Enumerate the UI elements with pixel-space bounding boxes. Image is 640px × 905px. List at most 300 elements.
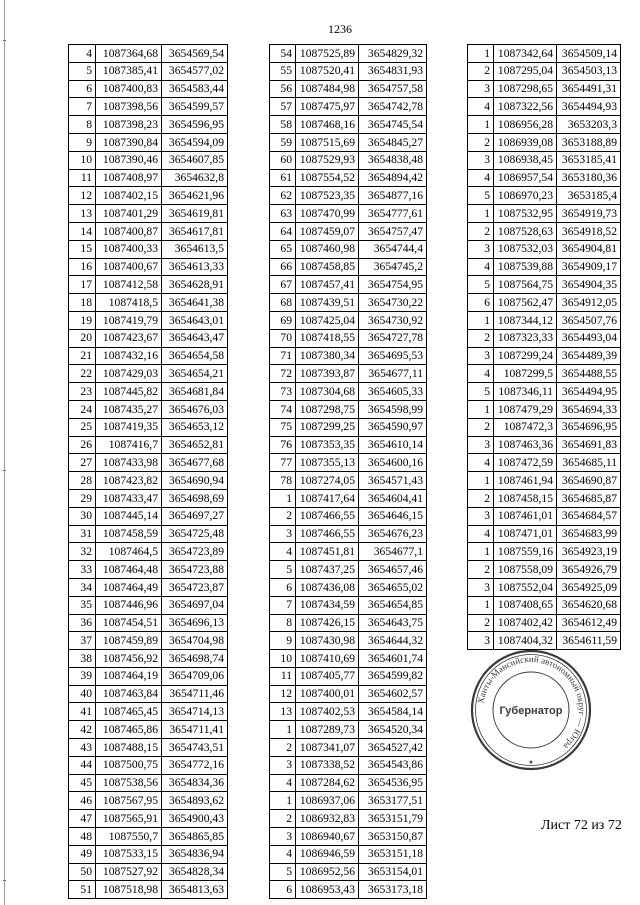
y-coordinate-cell: 3654684,57 <box>557 507 621 525</box>
table-row <box>270 187 427 205</box>
y-coordinate-cell: 3654900,43 <box>162 810 228 828</box>
point-number-cell: 2 <box>468 418 494 436</box>
y-coordinate-cell: 3654696,95 <box>557 418 621 436</box>
table-row <box>270 632 427 650</box>
point-number-cell: 33 <box>69 561 96 579</box>
table-row <box>270 205 427 223</box>
x-coordinate-cell: 1087435,27 <box>96 400 162 418</box>
point-number-cell: 3 <box>468 436 494 454</box>
y-coordinate-cell: 3654698,69 <box>162 489 228 507</box>
x-coordinate-cell: 1087404,32 <box>494 632 557 650</box>
y-coordinate-cell: 3654704,98 <box>162 632 228 650</box>
table-row <box>468 133 621 151</box>
y-coordinate-cell: 3654681,84 <box>162 383 228 401</box>
y-coordinate-cell: 3654723,89 <box>162 543 228 561</box>
x-coordinate-cell: 1086953,43 <box>296 881 359 899</box>
point-number-cell: 39 <box>69 667 96 685</box>
table-row <box>69 863 228 881</box>
table-row <box>270 133 427 151</box>
x-coordinate-cell: 1087479,29 <box>494 400 557 418</box>
y-coordinate-cell: 3654646,15 <box>359 507 427 525</box>
y-coordinate-cell: 3654655,02 <box>359 578 427 596</box>
y-coordinate-cell: 3654745,2 <box>359 258 427 276</box>
y-coordinate-cell: 3654727,78 <box>359 329 427 347</box>
table-row <box>468 116 621 134</box>
point-number-cell: 2 <box>270 810 296 828</box>
x-coordinate-cell: 1087299,25 <box>296 418 359 436</box>
y-coordinate-cell: 3654601,74 <box>359 650 427 668</box>
x-coordinate-cell: 1087459,07 <box>296 222 359 240</box>
point-number-cell: 22 <box>69 365 96 383</box>
x-coordinate-cell: 1087458,85 <box>296 258 359 276</box>
table-row <box>468 205 621 223</box>
x-coordinate-cell: 1087564,75 <box>494 276 557 294</box>
point-number-cell: 1 <box>468 205 494 223</box>
table-row <box>468 98 621 116</box>
y-coordinate-cell: 3653185,41 <box>557 151 621 169</box>
point-number-cell: 60 <box>270 151 296 169</box>
table-row <box>69 418 228 436</box>
y-coordinate-cell: 3654829,32 <box>359 45 427 63</box>
table-row <box>270 258 427 276</box>
y-coordinate-cell: 3654694,33 <box>557 400 621 418</box>
x-coordinate-cell: 1087525,89 <box>296 45 359 63</box>
y-coordinate-cell: 3654714,13 <box>162 703 228 721</box>
y-coordinate-cell: 3654657,46 <box>359 561 427 579</box>
point-number-cell: 3 <box>468 507 494 525</box>
x-coordinate-cell: 1087463,36 <box>494 436 557 454</box>
point-number-cell: 35 <box>69 596 96 614</box>
x-coordinate-cell: 1087418,55 <box>296 329 359 347</box>
sheet-label: Лист 72 из 72 <box>541 818 622 833</box>
y-coordinate-cell: 3654711,46 <box>162 685 228 703</box>
y-coordinate-cell: 3654744,4 <box>359 240 427 258</box>
table-row <box>69 525 228 543</box>
x-coordinate-cell: 1087298,75 <box>296 400 359 418</box>
x-coordinate-cell: 1087500,75 <box>96 756 162 774</box>
y-coordinate-cell: 3654617,81 <box>162 222 228 240</box>
table-row <box>270 507 427 525</box>
table-row <box>468 418 621 436</box>
x-coordinate-cell: 1087416,7 <box>96 436 162 454</box>
table-row <box>270 222 427 240</box>
point-number-cell: 20 <box>69 329 96 347</box>
x-coordinate-cell: 1087434,59 <box>296 596 359 614</box>
point-number-cell: 8 <box>69 116 96 134</box>
point-number-cell: 34 <box>69 578 96 596</box>
y-coordinate-cell: 3654491,31 <box>557 80 621 98</box>
x-coordinate-cell: 1087425,04 <box>296 311 359 329</box>
point-number-cell: 1 <box>468 472 494 490</box>
point-number-cell: 74 <box>270 400 296 418</box>
table-row <box>69 205 228 223</box>
x-coordinate-cell: 1087393,87 <box>296 365 359 383</box>
x-coordinate-cell: 1087457,41 <box>296 276 359 294</box>
x-coordinate-cell: 1086932,83 <box>296 810 359 828</box>
x-coordinate-cell: 1087458,59 <box>96 525 162 543</box>
table-row <box>468 507 621 525</box>
y-coordinate-cell: 3654654,21 <box>162 365 228 383</box>
point-number-cell: 2 <box>468 329 494 347</box>
point-number-cell: 61 <box>270 169 296 187</box>
point-number-cell: 2 <box>468 614 494 632</box>
table-row <box>270 311 427 329</box>
y-coordinate-cell: 3654643,75 <box>359 614 427 632</box>
y-coordinate-cell: 3654685,87 <box>557 489 621 507</box>
table-row <box>69 365 228 383</box>
x-coordinate-cell: 1087323,33 <box>494 329 557 347</box>
table-row <box>468 489 621 507</box>
table-row <box>69 45 228 63</box>
point-number-cell: 36 <box>69 614 96 632</box>
table-row <box>270 881 427 899</box>
table-row <box>270 543 427 561</box>
point-number-cell: 7 <box>270 596 296 614</box>
table-row <box>468 561 621 579</box>
x-coordinate-cell: 1086956,28 <box>494 116 557 134</box>
x-coordinate-cell: 1087400,01 <box>296 685 359 703</box>
table-row <box>69 240 228 258</box>
y-coordinate-cell: 3654598,99 <box>359 400 427 418</box>
point-number-cell: 28 <box>69 472 96 490</box>
x-coordinate-cell: 1087518,98 <box>96 881 162 899</box>
x-coordinate-cell: 1087475,97 <box>296 98 359 116</box>
x-coordinate-cell: 1087417,64 <box>296 489 359 507</box>
point-number-cell: 4 <box>468 258 494 276</box>
page-number: 1236 <box>328 22 352 36</box>
table-row <box>468 276 621 294</box>
x-coordinate-cell: 1087454,51 <box>96 614 162 632</box>
table-row <box>69 774 228 792</box>
table-row <box>270 614 427 632</box>
table-row <box>468 169 621 187</box>
x-coordinate-cell: 1087338,52 <box>296 756 359 774</box>
point-number-cell: 13 <box>270 703 296 721</box>
x-coordinate-cell: 1087538,56 <box>96 774 162 792</box>
point-number-cell: 3 <box>468 578 494 596</box>
y-coordinate-cell: 3654865,85 <box>162 828 228 846</box>
x-coordinate-cell: 1087410,69 <box>296 650 359 668</box>
x-coordinate-cell: 1087419,35 <box>96 418 162 436</box>
point-number-cell: 5 <box>270 561 296 579</box>
x-coordinate-cell: 1087341,07 <box>296 739 359 757</box>
coordinates-table-3 <box>467 44 621 650</box>
x-coordinate-cell: 1087400,83 <box>96 80 162 98</box>
y-coordinate-cell: 3653185,4 <box>557 187 621 205</box>
point-number-cell: 4 <box>468 169 494 187</box>
x-coordinate-cell: 1087426,15 <box>296 614 359 632</box>
y-coordinate-cell: 3653203,3 <box>557 116 621 134</box>
point-number-cell: 8 <box>270 614 296 632</box>
point-number-cell: 65 <box>270 240 296 258</box>
y-coordinate-cell: 3654488,55 <box>557 365 621 383</box>
x-coordinate-cell: 1087398,56 <box>96 98 162 116</box>
table-row <box>69 62 228 80</box>
y-coordinate-cell: 3654838,48 <box>359 151 427 169</box>
x-coordinate-cell: 1087304,68 <box>296 383 359 401</box>
x-coordinate-cell: 1087408,97 <box>96 169 162 187</box>
x-coordinate-cell: 1086940,67 <box>296 828 359 846</box>
x-coordinate-cell: 1087446,96 <box>96 596 162 614</box>
y-coordinate-cell: 3654577,02 <box>162 62 228 80</box>
point-number-cell: 17 <box>69 276 96 294</box>
table-row <box>270 436 427 454</box>
table-row <box>270 116 427 134</box>
table-row <box>69 792 228 810</box>
point-number-cell: 6 <box>270 578 296 596</box>
point-number-cell: 50 <box>69 863 96 881</box>
x-coordinate-cell: 1087567,95 <box>96 792 162 810</box>
binding-margin-line <box>4 0 5 905</box>
point-number-cell: 26 <box>69 436 96 454</box>
x-coordinate-cell: 1087344,12 <box>494 311 557 329</box>
table-row <box>270 45 427 63</box>
x-coordinate-cell: 1087461,01 <box>494 507 557 525</box>
y-coordinate-cell: 3654831,93 <box>359 62 427 80</box>
x-coordinate-cell: 1087471,01 <box>494 525 557 543</box>
table-row <box>69 596 228 614</box>
point-number-cell: 37 <box>69 632 96 650</box>
y-coordinate-cell: 3654725,48 <box>162 525 228 543</box>
point-number-cell: 3 <box>270 756 296 774</box>
point-number-cell: 55 <box>270 62 296 80</box>
table-row <box>270 721 427 739</box>
table-row <box>468 578 621 596</box>
y-coordinate-cell: 3654569,54 <box>162 45 228 63</box>
table-row <box>270 276 427 294</box>
table-row <box>468 365 621 383</box>
table-row <box>270 240 427 258</box>
table-row <box>270 489 427 507</box>
x-coordinate-cell: 1087464,48 <box>96 561 162 579</box>
y-coordinate-cell: 3654772,16 <box>162 756 228 774</box>
x-coordinate-cell: 1086939,08 <box>494 133 557 151</box>
point-number-cell: 69 <box>270 311 296 329</box>
y-coordinate-cell: 3654611,59 <box>557 632 621 650</box>
stamp-star: ★ <box>528 760 534 766</box>
x-coordinate-cell: 1087515,69 <box>296 133 359 151</box>
point-number-cell: 18 <box>69 294 96 312</box>
point-number-cell: 1 <box>468 311 494 329</box>
x-coordinate-cell: 1087433,98 <box>96 454 162 472</box>
table-row <box>69 169 228 187</box>
point-number-cell: 1 <box>468 116 494 134</box>
point-number-cell: 3 <box>468 80 494 98</box>
table-row <box>468 383 621 401</box>
table-row <box>270 329 427 347</box>
y-coordinate-cell: 3653154,01 <box>359 863 427 881</box>
y-coordinate-cell: 3654828,34 <box>162 863 228 881</box>
point-number-cell: 51 <box>69 881 96 899</box>
table-row <box>468 294 621 312</box>
x-coordinate-cell: 1087284,62 <box>296 774 359 792</box>
y-coordinate-cell: 3654619,81 <box>162 205 228 223</box>
point-number-cell: 48 <box>69 828 96 846</box>
y-coordinate-cell: 3654536,95 <box>359 774 427 792</box>
point-number-cell: 67 <box>270 276 296 294</box>
table-row <box>468 436 621 454</box>
table-row <box>468 614 621 632</box>
table-row <box>270 294 427 312</box>
table-row <box>270 472 427 490</box>
x-coordinate-cell: 1087408,65 <box>494 596 557 614</box>
point-number-cell: 54 <box>270 45 296 63</box>
stamp-center-text: Губернатор <box>499 705 563 717</box>
point-number-cell: 10 <box>69 151 96 169</box>
point-number-cell: 2 <box>468 489 494 507</box>
x-coordinate-cell: 1087562,47 <box>494 294 557 312</box>
table-row <box>69 650 228 668</box>
table-row <box>270 596 427 614</box>
point-number-cell: 12 <box>270 685 296 703</box>
point-number-cell: 15 <box>69 240 96 258</box>
table-row <box>69 436 228 454</box>
x-coordinate-cell: 1086957,54 <box>494 169 557 187</box>
y-coordinate-cell: 3654730,22 <box>359 294 427 312</box>
x-coordinate-cell: 1087527,92 <box>96 863 162 881</box>
point-number-cell: 3 <box>270 828 296 846</box>
y-coordinate-cell: 3654654,85 <box>359 596 427 614</box>
x-coordinate-cell: 1087463,84 <box>96 685 162 703</box>
x-coordinate-cell: 1087451,81 <box>296 543 359 561</box>
x-coordinate-cell: 1087528,63 <box>494 222 557 240</box>
y-coordinate-cell: 3654610,14 <box>359 436 427 454</box>
x-coordinate-cell: 1087458,15 <box>494 489 557 507</box>
table-row <box>69 187 228 205</box>
y-coordinate-cell: 3654711,41 <box>162 721 228 739</box>
point-number-cell: 4 <box>270 845 296 863</box>
point-number-cell: 5 <box>468 187 494 205</box>
point-number-cell: 4 <box>270 543 296 561</box>
point-number-cell: 11 <box>69 169 96 187</box>
y-coordinate-cell: 3654677,1 <box>359 543 427 561</box>
table-row <box>270 561 427 579</box>
point-number-cell: 1 <box>270 792 296 810</box>
point-number-cell: 14 <box>69 222 96 240</box>
x-coordinate-cell: 1087523,35 <box>296 187 359 205</box>
y-coordinate-cell: 3654489,39 <box>557 347 621 365</box>
y-coordinate-cell: 3654590,97 <box>359 418 427 436</box>
y-coordinate-cell: 3654677,11 <box>359 365 427 383</box>
y-coordinate-cell: 3654813,63 <box>162 881 228 899</box>
table-row <box>69 222 228 240</box>
y-coordinate-cell: 3654543,86 <box>359 756 427 774</box>
table-row <box>69 133 228 151</box>
table-row <box>270 845 427 863</box>
table-row <box>468 240 621 258</box>
point-number-cell: 45 <box>69 774 96 792</box>
table-row <box>69 810 228 828</box>
table-row <box>270 756 427 774</box>
point-number-cell: 25 <box>69 418 96 436</box>
point-number-cell: 4 <box>270 774 296 792</box>
table-row <box>468 187 621 205</box>
table-row <box>270 792 427 810</box>
x-coordinate-cell: 1087380,34 <box>296 347 359 365</box>
x-coordinate-cell: 1087554,52 <box>296 169 359 187</box>
table-row <box>69 578 228 596</box>
point-number-cell: 4 <box>468 98 494 116</box>
point-number-cell: 40 <box>69 685 96 703</box>
point-number-cell: 11 <box>270 667 296 685</box>
x-coordinate-cell: 1087430,98 <box>296 632 359 650</box>
point-number-cell: 4 <box>69 45 96 63</box>
point-number-cell: 1 <box>270 721 296 739</box>
point-number-cell: 43 <box>69 739 96 757</box>
point-number-cell: 2 <box>468 133 494 151</box>
y-coordinate-cell: 3654599,82 <box>359 667 427 685</box>
point-number-cell: 9 <box>270 632 296 650</box>
table-row <box>468 347 621 365</box>
table-row <box>69 667 228 685</box>
point-number-cell: 23 <box>69 383 96 401</box>
table-row <box>468 472 621 490</box>
y-coordinate-cell: 3654696,13 <box>162 614 228 632</box>
stamp-ring-text: Ханты-Мансийский автономный округ — Югра <box>475 653 588 752</box>
point-number-cell: 32 <box>69 543 96 561</box>
y-coordinate-cell: 3654644,32 <box>359 632 427 650</box>
table-row <box>270 828 427 846</box>
y-coordinate-cell: 3654620,68 <box>557 596 621 614</box>
coordinates-table-1 <box>68 44 228 899</box>
table-row <box>468 45 621 63</box>
y-coordinate-cell: 3654605,33 <box>359 383 427 401</box>
table-row <box>69 721 228 739</box>
y-coordinate-cell: 3654754,95 <box>359 276 427 294</box>
table-row <box>468 329 621 347</box>
point-number-cell: 76 <box>270 436 296 454</box>
table-row <box>69 329 228 347</box>
point-number-cell: 4 <box>468 525 494 543</box>
table-row <box>69 151 228 169</box>
table-row <box>468 543 621 561</box>
point-number-cell: 16 <box>69 258 96 276</box>
y-coordinate-cell: 3654757,47 <box>359 222 427 240</box>
table-row <box>69 98 228 116</box>
point-number-cell: 56 <box>270 80 296 98</box>
x-coordinate-cell: 1086938,45 <box>494 151 557 169</box>
point-number-cell: 21 <box>69 347 96 365</box>
point-number-cell: 70 <box>270 329 296 347</box>
y-coordinate-cell: 3654683,99 <box>557 525 621 543</box>
y-coordinate-cell: 3654594,09 <box>162 133 228 151</box>
point-number-cell: 6 <box>69 80 96 98</box>
table-row <box>270 703 427 721</box>
table-row <box>270 667 427 685</box>
table-row <box>468 151 621 169</box>
point-number-cell: 49 <box>69 845 96 863</box>
y-coordinate-cell: 3653150,87 <box>359 828 427 846</box>
x-coordinate-cell: 1087532,03 <box>494 240 557 258</box>
table-row <box>69 881 228 899</box>
x-coordinate-cell: 1087459,89 <box>96 632 162 650</box>
x-coordinate-cell: 1087552,04 <box>494 578 557 596</box>
x-coordinate-cell: 1087390,84 <box>96 133 162 151</box>
x-coordinate-cell: 1087529,93 <box>296 151 359 169</box>
y-coordinate-cell: 3654632,8 <box>162 169 228 187</box>
table-row <box>270 151 427 169</box>
y-coordinate-cell: 3654697,04 <box>162 596 228 614</box>
table-row <box>270 365 427 383</box>
x-coordinate-cell: 1087419,79 <box>96 311 162 329</box>
x-coordinate-cell: 1087433,47 <box>96 489 162 507</box>
y-coordinate-cell: 3654494,95 <box>557 383 621 401</box>
point-number-cell: 5 <box>270 863 296 881</box>
point-number-cell: 31 <box>69 525 96 543</box>
binding-tick <box>3 470 6 471</box>
point-number-cell: 9 <box>69 133 96 151</box>
table-row <box>270 383 427 401</box>
